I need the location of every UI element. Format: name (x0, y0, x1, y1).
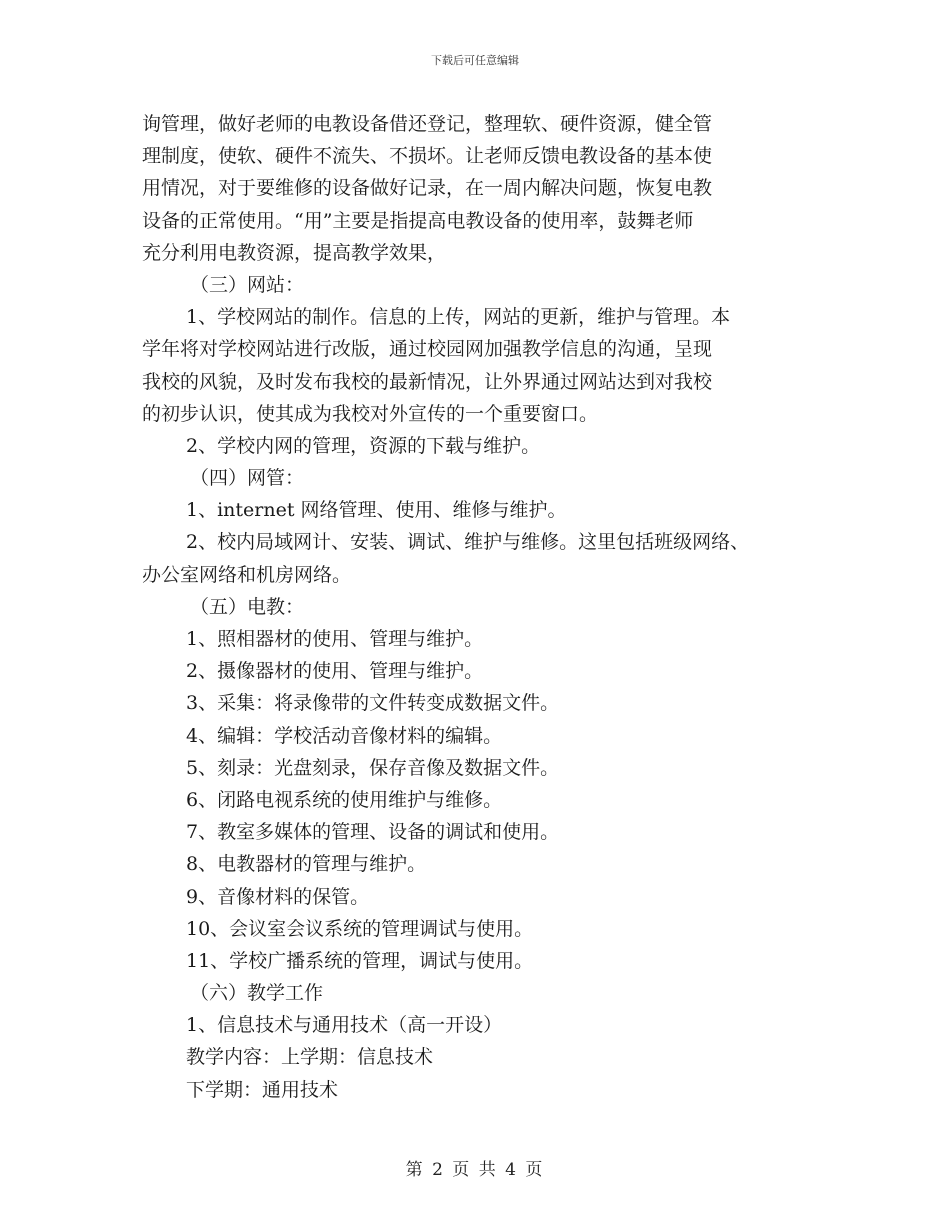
text-line: 10、会议室会议系统的管理调试与使用。 (186, 917, 534, 940)
text-line: 3、采集：将录像带的文件转变成数据文件。 (186, 692, 560, 715)
text-line: （五）电教： (190, 595, 305, 618)
text-line: 理制度，使软、硬件不流失、不损坏。让老师反馈电教设备的基本使 (142, 145, 713, 168)
text-line: 的初步认识，使其成为我校对外宣传的一个重要窗口。 (142, 402, 599, 425)
text-line: 9、音像材料的保管。 (186, 885, 370, 908)
text-line: 1、学校网站的制作。信息的上传，网站的更新，维护与管理。本 (186, 306, 731, 329)
text-line: 办公室网络和机房网络。 (142, 563, 352, 586)
text-line: 设备的正常使用。“用”主要是指提高电教设备的使用率，鼓舞老师 (142, 209, 694, 232)
page-footer: 第 2 页 共 4 页 (405, 1160, 545, 1180)
text-line: 2、学校内网的管理，资源的下载与维护。 (186, 434, 541, 457)
text-line: 2、摄像器材的使用、管理与维护。 (186, 660, 484, 683)
text-line: （三）网站： (190, 273, 305, 296)
text-line: 询管理，做好老师的电教设备借还登记，整理软、硬件资源，健全管 (142, 113, 713, 135)
text-line: 下学期：通用技术 (186, 1078, 339, 1101)
text-line: 1、internet 网络管理、使用、维修与维护。 (186, 499, 567, 522)
text-line: 5、刻录：光盘刻录，保存音像及数据文件。 (186, 756, 560, 779)
text-line: 11、学校广播系统的管理，调试与使用。 (186, 949, 534, 972)
text-line: （六）教学工作 (190, 982, 324, 1005)
text-line: 充分利用电教资源，提高教学效果， (142, 241, 447, 264)
text-line: 4、编辑：学校活动音像材料的编辑。 (186, 724, 503, 747)
text-line: 7、教室多媒体的管理、设备的调试和使用。 (186, 821, 560, 844)
text-line: （四）网管： (190, 467, 305, 490)
text-line: 学年将对学校网站进行改版，通过校园网加强教学信息的沟通，呈现 (142, 338, 713, 361)
text-line: 1、信息技术与通用技术（高一开设） (186, 1014, 503, 1037)
text-line: 1、照相器材的使用、管理与维护。 (186, 628, 484, 650)
text-line: 用情况，对于要维修的设备做好记录，在一周内解决问题，恢复电教 (142, 177, 713, 200)
page-header: 下载后可任意编辑 (431, 54, 519, 67)
text-line: 2、校内局域网计、安装、调试、维护与维修。这里包括班级网络、 (186, 531, 750, 554)
document-body (142, 108, 822, 1106)
text-line: 8、电教器材的管理与维护。 (186, 853, 427, 876)
text-line: 我校的风貌，及时发布我校的最新情况，让外界通过网站达到对我校 (142, 370, 713, 393)
text-line: 6、闭路电视系统的使用维护与维修。 (186, 788, 503, 811)
text-line: 教学内容：上学期：信息技术 (186, 1046, 434, 1069)
